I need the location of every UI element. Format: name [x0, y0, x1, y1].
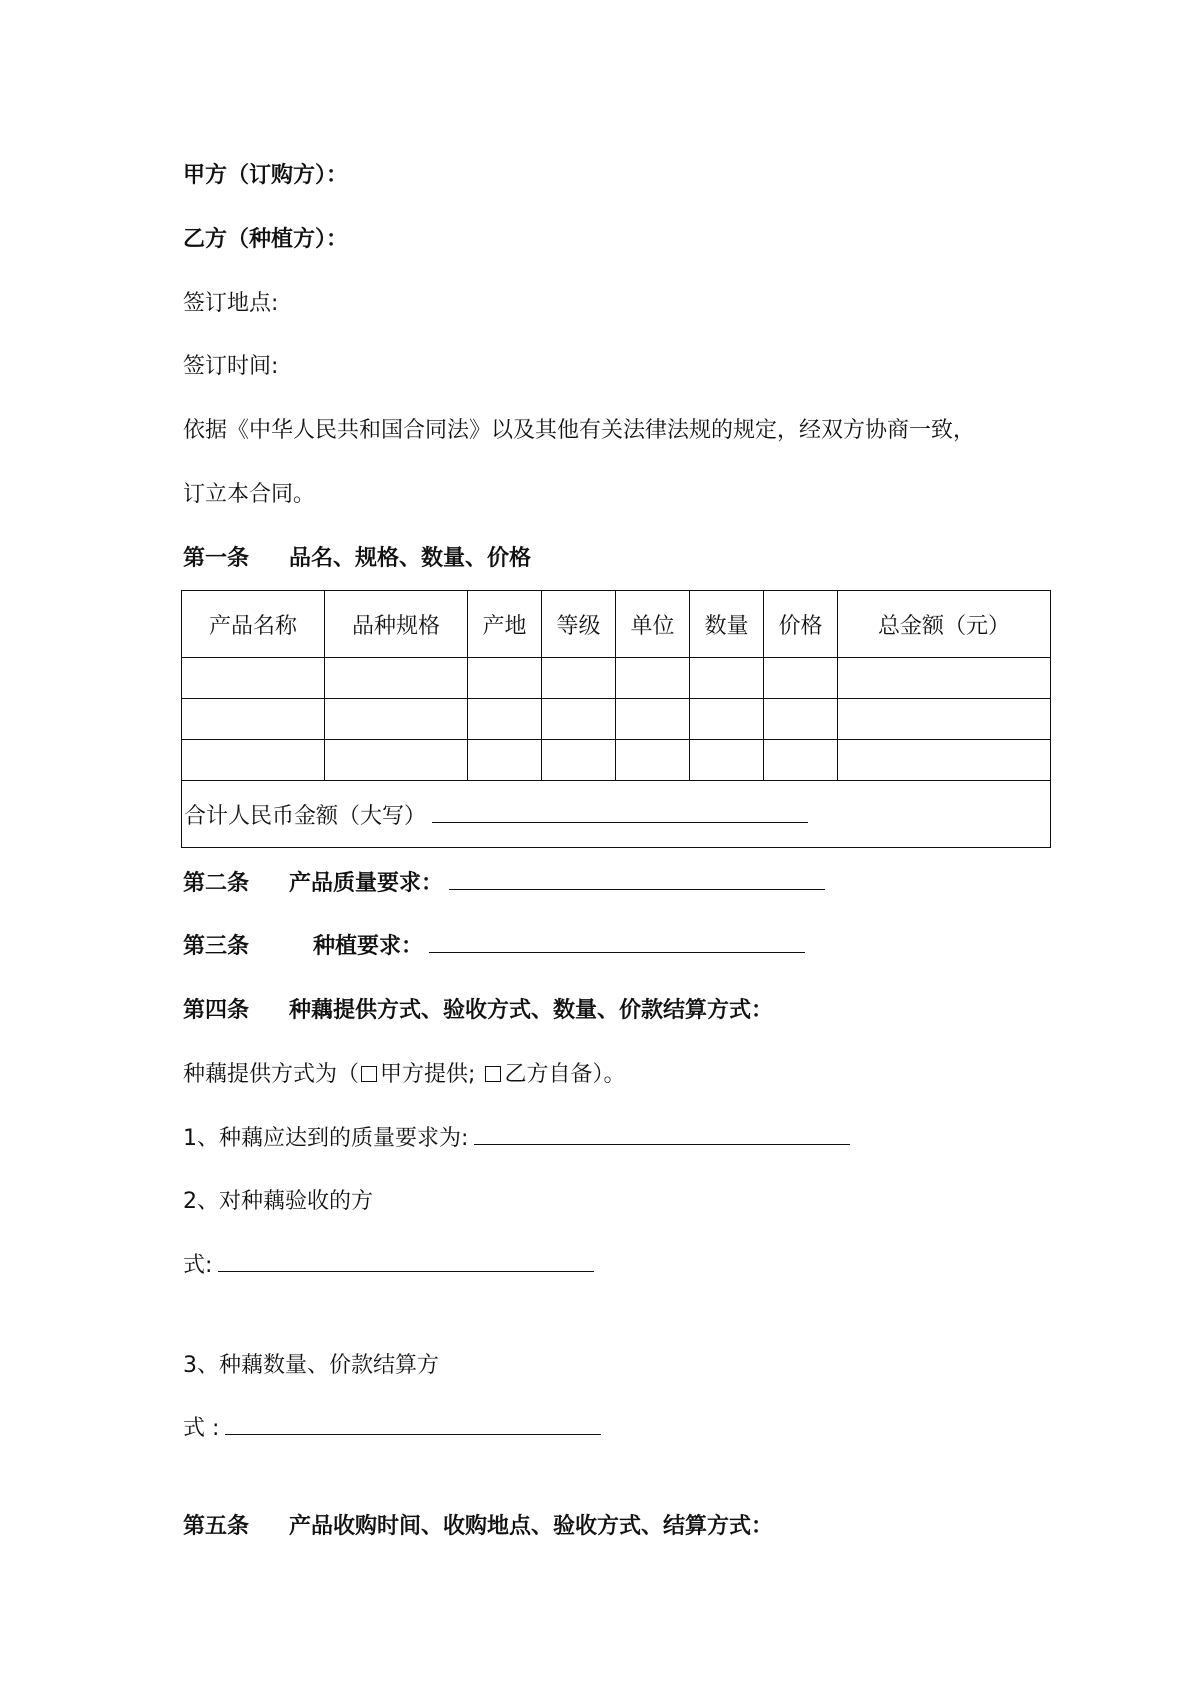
header-price: 价格: [764, 591, 838, 658]
table-cell[interactable]: [542, 658, 616, 699]
party-a-supply-checkbox[interactable]: [361, 1066, 377, 1082]
article-1-number: 第一条: [183, 546, 250, 571]
item-2-label: 式:: [183, 1253, 213, 1278]
table-cell[interactable]: [468, 740, 542, 781]
party-b-label: 乙方（种植方）：: [183, 227, 349, 252]
table-cell[interactable]: [325, 699, 468, 740]
table-row: [182, 699, 1051, 740]
table-row: [182, 658, 1051, 699]
article-2-title: 产品质量要求：: [289, 871, 444, 896]
item-3-label: 式 :: [183, 1416, 220, 1441]
supply-method-prefix: 种藕提供方式为（: [183, 1062, 360, 1087]
table-cell[interactable]: [182, 658, 325, 699]
sign-time-label: 签订时间:: [183, 354, 279, 379]
table-header-row: [182, 591, 1051, 658]
header-origin: 产地: [468, 591, 542, 658]
header-product-name: 产品名称: [182, 591, 325, 658]
item-1-label: 1、种藕应达到的质量要求为:: [183, 1126, 469, 1151]
table-cell[interactable]: [182, 740, 325, 781]
article-4-number: 第四条: [183, 998, 250, 1023]
table-cell[interactable]: [468, 699, 542, 740]
party-a-label: 甲方（订购方）：: [183, 163, 349, 188]
article-5-heading: [183, 1512, 773, 1542]
table-cell[interactable]: [542, 699, 616, 740]
header-quantity: 数量: [690, 591, 764, 658]
preamble-line-2: 订立本合同。: [183, 482, 316, 507]
table-cell[interactable]: [690, 699, 764, 740]
article-4-title: 种藕提供方式、验收方式、数量、价款结算方式：: [289, 998, 774, 1023]
article-5-number: 第五条: [183, 1514, 250, 1539]
article-4-heading: [183, 996, 773, 1026]
supply-method-line: [183, 1060, 625, 1090]
quality-requirement-blank[interactable]: [449, 869, 825, 890]
party-b-supply-label: 乙方自备）。: [504, 1062, 626, 1087]
table-cell[interactable]: [182, 699, 325, 740]
acceptance-method-blank[interactable]: [218, 1251, 594, 1272]
table-cell[interactable]: [764, 699, 838, 740]
preamble-line-1: 依据《中华人民共和国合同法》以及其他有关法律法规的规定，经双方协商一致，: [183, 418, 976, 443]
article-3-title: 种植要求：: [313, 934, 424, 959]
table-cell[interactable]: [325, 658, 468, 699]
table-cell[interactable]: [838, 699, 1051, 740]
article-3-heading: [183, 932, 805, 962]
article-3-number: 第三条: [183, 934, 250, 959]
table-cell[interactable]: [690, 658, 764, 699]
party-a-supply-label: 甲方提供;: [380, 1062, 476, 1087]
table-total-row: [182, 781, 1051, 848]
table-cell[interactable]: [616, 699, 690, 740]
table-cell[interactable]: [468, 658, 542, 699]
header-total-amount: 总金额（元）: [838, 591, 1051, 658]
seed-quality-blank[interactable]: [474, 1124, 850, 1145]
sign-place-label: 签订地点:: [183, 291, 279, 316]
table-cell[interactable]: [764, 740, 838, 781]
table-cell[interactable]: [838, 740, 1051, 781]
item-2-line-2: [183, 1251, 594, 1281]
table-cell[interactable]: [838, 658, 1051, 699]
product-table: [181, 590, 1051, 848]
article-2-heading: [183, 869, 825, 899]
table-row: [182, 740, 1051, 781]
settlement-method-blank[interactable]: [225, 1414, 601, 1435]
item-1-line: [183, 1124, 850, 1154]
article-5-title: 产品收购时间、收购地点、验收方式、结算方式：: [289, 1514, 774, 1539]
header-grade: 等级: [542, 591, 616, 658]
item-3-line-2: [183, 1414, 601, 1444]
table-cell[interactable]: [542, 740, 616, 781]
item-3-line-1: 3、种藕数量、价款结算方: [183, 1353, 439, 1378]
header-unit: 单位: [616, 591, 690, 658]
party-b-supply-checkbox[interactable]: [485, 1066, 501, 1082]
table-cell[interactable]: [325, 740, 468, 781]
table-cell[interactable]: [616, 658, 690, 699]
article-2-number: 第二条: [183, 871, 250, 896]
table-cell[interactable]: [616, 740, 690, 781]
item-2-line-1: 2、对种藕验收的方: [183, 1189, 373, 1214]
article-1-title: 品名、规格、数量、价格: [289, 546, 532, 571]
total-amount-cell: [182, 781, 1051, 848]
total-amount-blank[interactable]: [432, 802, 808, 823]
total-amount-label: 合计人民币金额（大写）: [184, 803, 427, 829]
planting-requirement-blank[interactable]: [429, 932, 805, 953]
table-cell[interactable]: [690, 740, 764, 781]
table-cell[interactable]: [764, 658, 838, 699]
article-1-heading: [183, 544, 531, 574]
header-variety-spec: 品种规格: [325, 591, 468, 658]
